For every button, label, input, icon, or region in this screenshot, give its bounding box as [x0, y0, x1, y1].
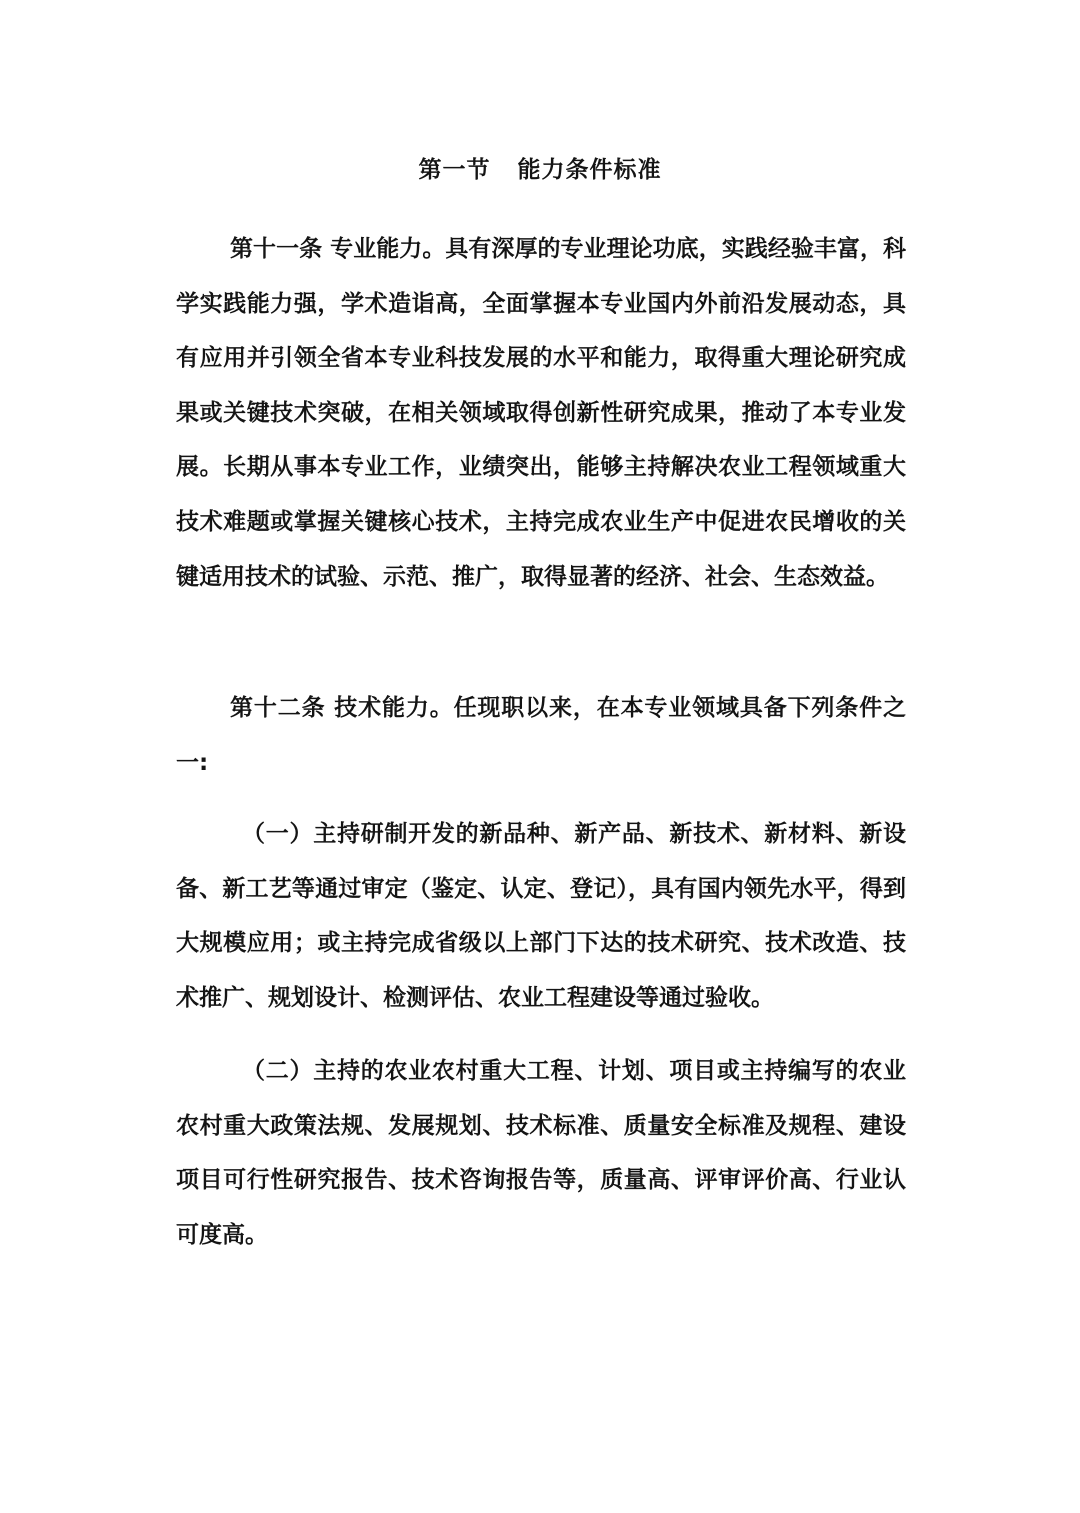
article-12-item-2: （二）主持的农业农村重大工程、计划、项目或主持编写的农业农村重大政策法规、发展规划、技术标准、质量安全标准及规程、建设项目可行性研究报告、技术咨询报告等，质量高、评审评价高、行业认可度高。	[176, 1058, 906, 1248]
section-title: 第一节 能力条件标准	[418, 157, 662, 183]
article-12-paragraph: 第十二条 技术能力。任现职以来，在本专业领域具备下列条件之一:	[176, 695, 906, 776]
article-11-paragraph: 第十一条 专业能力。具有深厚的专业理论功底，实践经验丰富，科学实践能力强，学术造诣高，全面掌握本专业国内外前沿发展动态，具有应用并引领全省本专业科技发展的水平和能力，取得重大理论研究成果或关键技术突破，在相关领域取得创新性研究成果，推动了本专业发展。长期从事本专业工作，业绩突出，能够主持解决农业工程领域重大技术难题或掌握关键核心技术，主持完成农业生产中促进农民增收的关键适用技术的试验、示范、推广，取得显著的经济、社会、生态效益。	[176, 236, 906, 590]
article-12-item-1: （一）主持研制开发的新品种、新产品、新技术、新材料、新设备、新工艺等通过审定（鉴定、认定、登记），具有国内领先水平，得到大规模应用；或主持完成省级以上部门下达的技术研究、技术改造、技术推广、规划设计、检测评估、农业工程建设等通过验收。	[176, 821, 906, 1011]
